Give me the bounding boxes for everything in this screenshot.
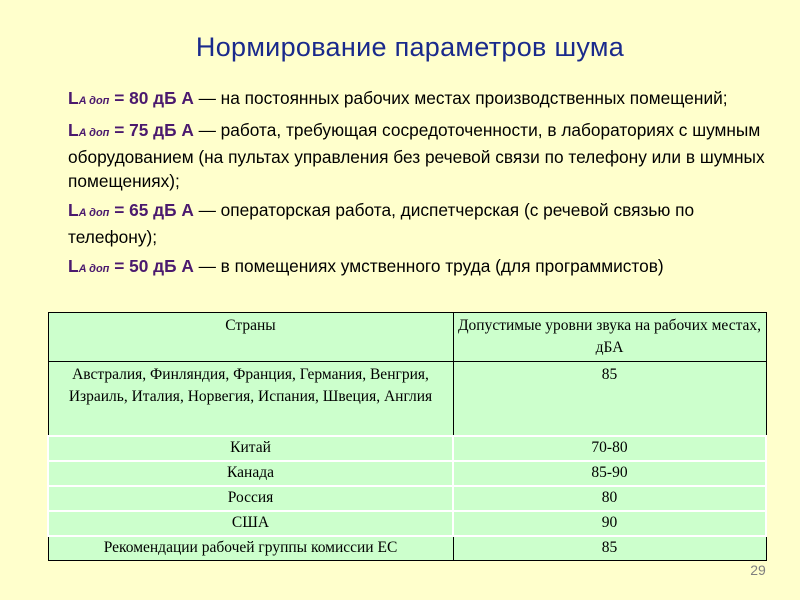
page-number: 29 (750, 562, 766, 578)
norm-subscript: A доп (78, 95, 110, 107)
norm-symbol: L (68, 256, 79, 276)
header-permissible-levels: Допустимые уровни звука на рабочих местах, дБА (453, 313, 766, 362)
norm-text: — на постоянных рабочих местах производственных помещений; (193, 88, 728, 108)
norm-symbol: L (68, 88, 79, 108)
cell-country: США (48, 511, 453, 536)
cell-country: Китай (48, 436, 453, 461)
table-row (48, 436, 766, 461)
cell-country: Россия (48, 486, 453, 511)
norm-symbol: L (68, 120, 79, 140)
table-row (48, 461, 766, 486)
cell-level: 80 (453, 486, 766, 511)
cell-level: 85 (453, 536, 766, 561)
norm-item (68, 118, 774, 193)
norm-value: = 75 дБ А (109, 120, 194, 140)
cell-level: 85-90 (453, 461, 766, 486)
norm-item (68, 198, 774, 249)
slide-title: Нормирование параметров шума (195, 32, 625, 62)
table-row (48, 511, 766, 536)
norm-value: = 65 дБ А (109, 200, 194, 220)
cell-country: Австралия, Финляндия, Франция, Германия, Венгрия, Израиль, Италия, Норвегия, Испания, Швеция, Англия (48, 362, 453, 437)
cell-country: Рекомендации рабочей группы комиссии ЕС (48, 536, 453, 561)
header-countries: Страны (48, 313, 453, 362)
cell-level: 70-80 (453, 436, 766, 461)
table-row (48, 536, 766, 561)
norm-text: — операторская работа, диспетчерская (с речевой связью по телефону); (68, 200, 695, 247)
norm-item (68, 254, 774, 281)
norm-subscript: A доп (78, 127, 110, 139)
norm-item (68, 86, 774, 113)
cell-country: Канада (48, 461, 453, 486)
norm-text: — работа, требующая сосредоточенности, в лабораториях с шумным оборудованием (на пультах управления без речевой связи по телефону или в шумных помещениях); (68, 120, 765, 191)
norm-symbol: L (68, 200, 79, 220)
cell-level: 90 (453, 511, 766, 536)
table-header-row (48, 313, 766, 362)
norm-subscript: A доп (78, 263, 110, 275)
norm-value: = 50 дБ А (109, 256, 194, 276)
norm-subscript: A доп (78, 207, 110, 219)
noise-norms-list (68, 86, 774, 286)
table-row (48, 362, 766, 437)
noise-levels-table (47, 312, 767, 561)
norm-text: — в помещениях умственного труда (для программистов) (193, 256, 664, 276)
table-row (48, 486, 766, 511)
norm-value: = 80 дБ А (109, 88, 194, 108)
cell-level: 85 (453, 362, 766, 437)
